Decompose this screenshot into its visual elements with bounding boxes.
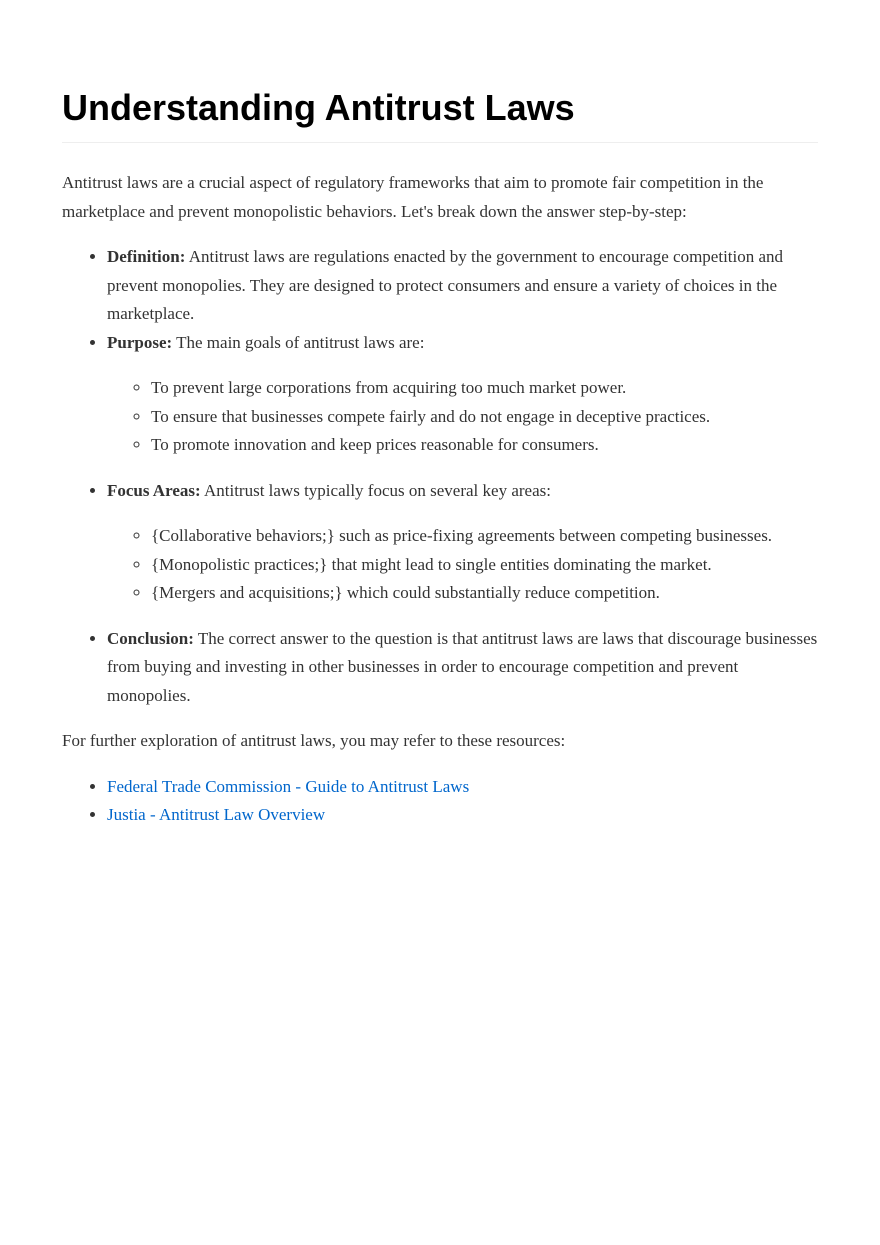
link-ftc-guide[interactable]: Federal Trade Commission - Guide to Antitrust Laws — [107, 776, 470, 796]
purpose-sublist — [107, 374, 818, 460]
item-label: Conclusion: — [107, 628, 194, 648]
sub-list-item: ◦ {Monopolistic practices;} that might lead to single entities dominating the market. — [151, 551, 818, 580]
list-item-definition — [107, 243, 818, 329]
list-item-purpose — [107, 329, 818, 460]
resources-list — [62, 773, 818, 830]
sub-list-item: ◦ To prevent large corporations from acquiring too much market power. — [151, 374, 818, 403]
list-item-focus-areas — [107, 477, 818, 608]
document — [62, 86, 818, 847]
item-text: The correct answer to the question is that antitrust laws are laws that discourage businesses from buying and investing in other businesses in order to encourage competition and prevent monopolies. — [107, 628, 818, 705]
item-label: Definition: — [107, 247, 186, 266]
item-text: Antitrust laws typically focus on several key areas: — [200, 480, 551, 500]
resources-intro: For further exploration of antitrust laws, you may refer to these resources: — [62, 731, 566, 750]
main-list — [62, 243, 818, 710]
sub-list-item: ◦ To promote innovation and keep prices reasonable for consumers. — [151, 431, 818, 460]
item-text: The main goals of antitrust laws are: — [172, 332, 425, 352]
page-title: Understanding Antitrust Laws — [62, 86, 818, 143]
item-text: Antitrust laws are regulations enacted by the government to encourage competition and prevent monopolies. They are designed to protect consumers and ensure a variety of choices in the marketplace. — [107, 247, 784, 323]
sub-list-item: ◦ {Mergers and acquisitions;} which could substantially reduce competition. — [151, 579, 818, 608]
item-label: Purpose: — [107, 332, 173, 352]
intro-paragraph: Antitrust laws are a crucial aspect of regulatory frameworks that aim to promote fair competition in the marketplace and prevent monopolistic behaviors. Let's break down the answer step-by-step: — [62, 173, 764, 221]
sub-list-item: ◦ {Collaborative behaviors;} such as price-fixing agreements between competing businesses. — [151, 522, 818, 551]
focus-sublist — [107, 522, 818, 608]
list-item-conclusion — [107, 625, 818, 711]
link-justia-overview[interactable]: Justia - Antitrust Law Overview — [107, 805, 326, 824]
item-label: Focus Areas: — [107, 480, 201, 500]
sub-list-item: ◦ To ensure that businesses compete fairly and do not engage in deceptive practices. — [151, 403, 818, 432]
